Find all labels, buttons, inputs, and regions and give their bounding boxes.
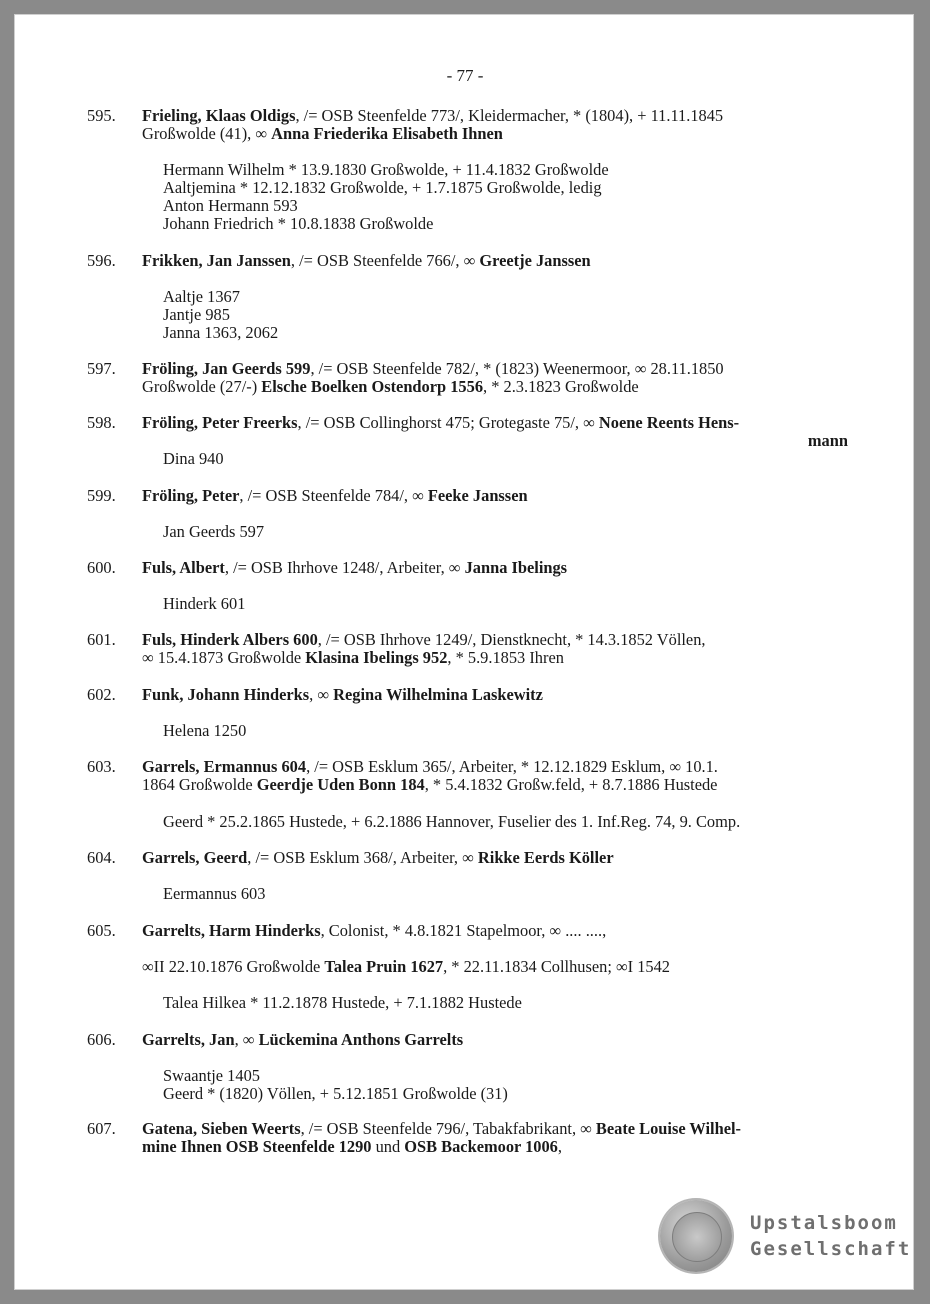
entry-line: Frieling, Klaas Oldigs, /= OSB Steenfelde 773/, Kleidermacher, * (1804), + 11.11.1845 xyxy=(142,106,724,125)
entry-number: 601. xyxy=(87,630,116,649)
reference: OSB Backemoor 1006 xyxy=(404,1137,558,1156)
entry-line: Fuls, Hinderk Albers 600, /= OSB Ihrhove 1249/, Dienstknecht, * 14.3.1852 Völlen, xyxy=(142,630,706,649)
spouse-name: Geerdje Uden Bonn 184 xyxy=(256,775,425,794)
entry-line: Garrelts, Harm Hinderks, Colonist, * 4.8.1821 Stapelmoor, ∞ .... ...., xyxy=(142,921,607,940)
person-name: Funk, Johann Hinderks xyxy=(142,685,310,704)
person-name: Garrelts, Harm Hinderks xyxy=(142,921,321,940)
spouse-name: Elsche Boelken Ostendorp 1556 xyxy=(261,377,484,396)
spouse-name: Greetje Janssen xyxy=(479,251,591,270)
entry-line: Fröling, Peter Freerks, /= OSB Collinghorst 475; Grotegaste 75/, ∞ Noene Reents Hens- xyxy=(142,413,740,432)
child-line: Hinderk 601 xyxy=(163,594,246,613)
entry-line: ∞II 22.10.1876 Großwolde Talea Pruin 1627, * 22.11.1834 Collhusen; ∞I 1542 xyxy=(142,957,670,976)
spouse-name: Noene Reents Hens- xyxy=(598,413,740,432)
child-line: Talea Hilkea * 11.2.1878 Hustede, + 7.1.1882 Hustede xyxy=(163,993,522,1012)
entry-line: Großwolde (41), ∞ Anna Friederika Elisabeth Ihnen xyxy=(142,124,503,143)
person-name: Fröling, Jan Geerds 599 xyxy=(142,359,311,378)
person-name: Fröling, Peter Freerks xyxy=(142,413,298,432)
entry-number: 604. xyxy=(87,848,116,867)
child-line: Hermann Wilhelm * 13.9.1830 Großwolde, + 11.4.1832 Großwolde xyxy=(163,160,609,179)
child-line: Aaltjemina * 12.12.1832 Großwolde, + 1.7.1875 Großwolde, ledig xyxy=(163,178,602,197)
person-name: Garrels, Ermannus 604 xyxy=(142,757,307,776)
logo-text-line2: Gesellschaft xyxy=(750,1238,912,1260)
child-line: Eermannus 603 xyxy=(163,884,266,903)
entry-number: 595. xyxy=(87,106,116,125)
entry-line: Funk, Johann Hinderks, ∞ Regina Wilhelmina Laskewitz xyxy=(142,685,543,704)
entry-line: Fuls, Albert, /= OSB Ihrhove 1248/, Arbeiter, ∞ Janna Ibelings xyxy=(142,558,568,577)
person-name: Frikken, Jan Janssen xyxy=(142,251,291,270)
child-line: Helena 1250 xyxy=(163,721,247,740)
entry-line: mine Ihnen OSB Steenfelde 1290 und OSB Backemoor 1006, xyxy=(142,1137,562,1156)
entry-number: 600. xyxy=(87,558,116,577)
spouse-name: Regina Wilhelmina Laskewitz xyxy=(333,685,543,704)
child-line: Geerd * 25.2.1865 Hustede, + 6.2.1886 Hannover, Fuselier des 1. Inf.Reg. 74, 9. Comp. xyxy=(163,812,741,831)
spouse-name: Anna Friederika Elisabeth Ihnen xyxy=(271,124,503,143)
entry-line: Garrels, Geerd, /= OSB Esklum 368/, Arbeiter, ∞ Rikke Eerds Köller xyxy=(142,848,614,867)
person-name: Garrelts, Jan xyxy=(142,1030,235,1049)
child-line: Swaantje 1405 xyxy=(163,1066,260,1085)
child-line: Janna 1363, 2062 xyxy=(163,323,279,342)
entry-number: 607. xyxy=(87,1119,116,1138)
entry-number: 602. xyxy=(87,685,116,704)
entry-line: Fröling, Jan Geerds 599, /= OSB Steenfelde 782/, * (1823) Weenermoor, ∞ 28.11.1850 xyxy=(142,359,724,378)
spouse-name: Talea Pruin 1627 xyxy=(324,957,444,976)
entry-line: Garrels, Ermannus 604, /= OSB Esklum 365/, Arbeiter, * 12.12.1829 Esklum, ∞ 10.1. xyxy=(142,757,718,776)
entry-line: ∞ 15.4.1873 Großwolde Klasina Ibelings 952, * 5.9.1853 Ihren xyxy=(142,648,564,667)
spouse-name: Klasina Ibelings 952 xyxy=(305,648,448,667)
entry-line: Frikken, Jan Janssen, /= OSB Steenfelde 766/, ∞ Greetje Janssen xyxy=(142,251,591,270)
person-name: Fuls, Hinderk Albers 600 xyxy=(142,630,318,649)
spouse-name: Feeke Janssen xyxy=(427,486,528,505)
entry-number: 599. xyxy=(87,486,116,505)
person-name: Frieling, Klaas Oldigs xyxy=(142,106,296,125)
spouse-name: mine Ihnen OSB Steenfelde 1290 xyxy=(142,1137,372,1156)
spouse-name: Beate Louise Wilhel- xyxy=(595,1119,742,1138)
society-logo xyxy=(660,1200,910,1276)
spouse-name: Rikke Eerds Köller xyxy=(477,848,614,867)
entry-line: Garrelts, Jan, ∞ Lückemina Anthons Garrelts xyxy=(142,1030,464,1049)
page-number: - 77 - xyxy=(446,66,484,85)
child-line: Aaltje 1367 xyxy=(163,287,240,306)
entry-number: 603. xyxy=(87,757,116,776)
entry-number: 597. xyxy=(87,359,116,378)
child-line: Dina 940 xyxy=(163,449,224,468)
hyphenation-continuation: mann xyxy=(807,431,848,450)
person-name: Gatena, Sieben Weerts xyxy=(142,1119,301,1138)
entry-number: 605. xyxy=(87,921,116,940)
seal-icon xyxy=(660,1200,732,1272)
child-line: Anton Hermann 593 xyxy=(163,196,298,215)
logo-text-line1: Upstalsboom xyxy=(750,1212,898,1234)
entry-number: 596. xyxy=(87,251,116,270)
entry-line: Großwolde (27/-) Elsche Boelken Ostendorp 1556, * 2.3.1823 Großwolde xyxy=(142,377,639,396)
entry-line: Gatena, Sieben Weerts, /= OSB Steenfelde 796/, Tabakfabrikant, ∞ Beate Louise Wilhel- xyxy=(142,1119,742,1138)
entry-number: 606. xyxy=(87,1030,116,1049)
person-name: Fuls, Albert xyxy=(142,558,225,577)
child-line: Geerd * (1820) Völlen, + 5.12.1851 Großwolde (31) xyxy=(163,1084,508,1103)
entry-number: 598. xyxy=(87,413,116,432)
entry-line: Fröling, Peter, /= OSB Steenfelde 784/, ∞ Feeke Janssen xyxy=(142,486,528,505)
entry-line: 1864 Großwolde Geerdje Uden Bonn 184, * 5.4.1832 Großw.feld, + 8.7.1886 Hustede xyxy=(142,775,718,794)
spouse-name: Lückemina Anthons Garrelts xyxy=(258,1030,464,1049)
spouse-name: Janna Ibelings xyxy=(464,558,568,577)
child-line: Jan Geerds 597 xyxy=(163,522,265,541)
person-name: Fröling, Peter xyxy=(142,486,240,505)
person-name: Garrels, Geerd xyxy=(142,848,248,867)
child-line: Johann Friedrich * 10.8.1838 Großwolde xyxy=(163,214,434,233)
child-line: Jantje 985 xyxy=(163,305,230,324)
